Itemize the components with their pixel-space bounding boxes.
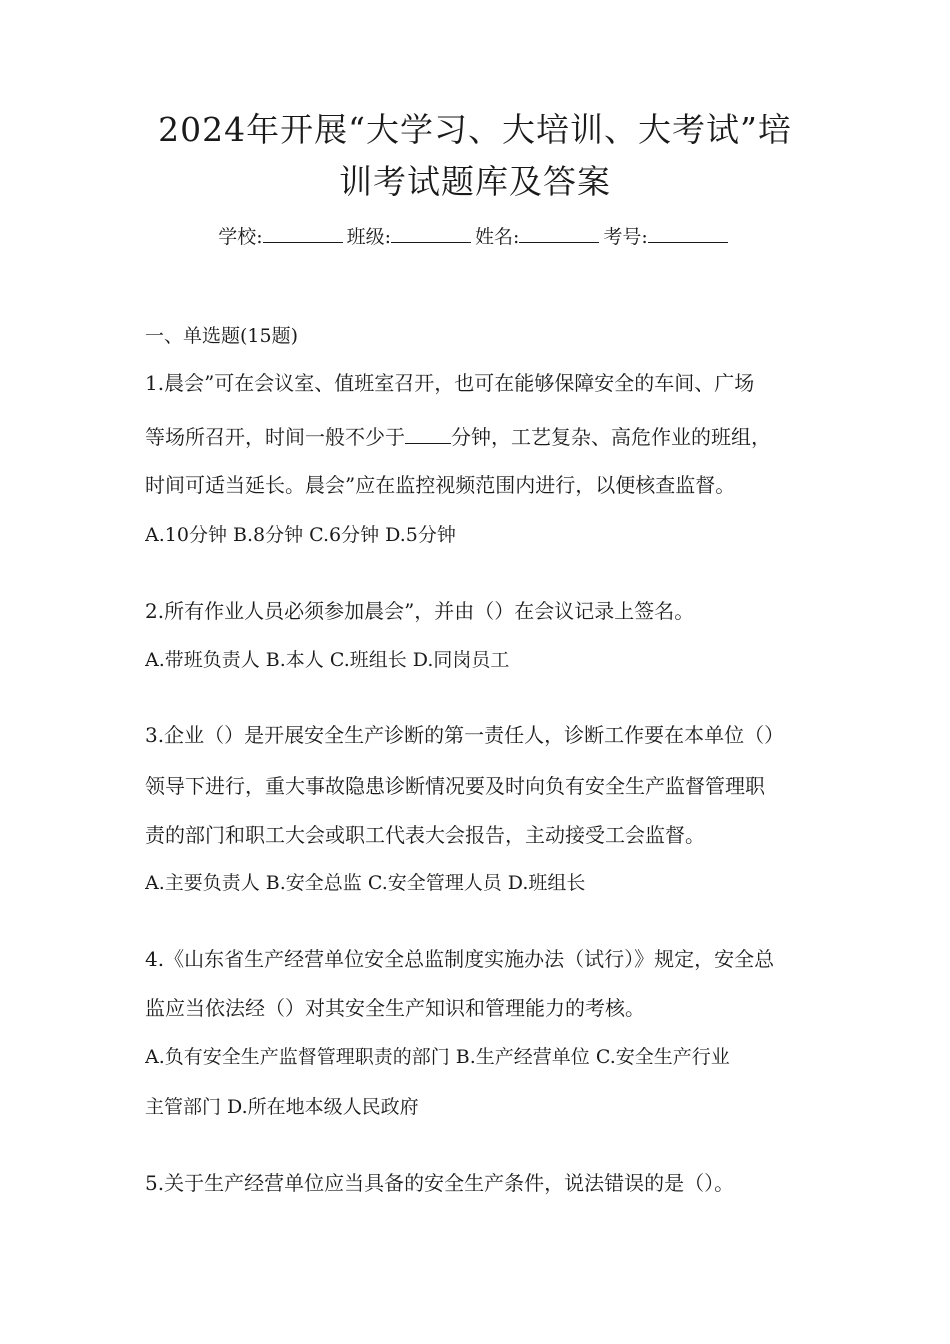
q4-options-line-1: A.负有安全生产监督管理职责的部门 B.生产经营单位 C.安全生产行业 (145, 1046, 730, 1068)
section-title: 一、单选题(15题) (145, 325, 299, 347)
class-blank[interactable] (391, 222, 471, 243)
q1-line-1: 1.晨会”可在会议室、值班室召开，也可在能够保障安全的车间、广场 (145, 371, 755, 395)
q1-line-2 (145, 422, 815, 452)
q3-line-1: 3.企业（）是开展安全生产诊断的第一责任人，诊断工作要在本单位（） (145, 723, 785, 747)
school-blank[interactable] (263, 222, 343, 243)
q4-line-2: 监应当依法经（）对其安全生产知识和管理能力的考核。 (145, 996, 645, 1020)
name-label: 姓名: (475, 226, 520, 248)
q1-line-3: 时间可适当延长。晨会”应在监控视频范围内进行，以便核查监督。 (145, 473, 736, 497)
q1-answer-blank (405, 423, 451, 444)
q3-line-3: 责的部门和职工大会或职工代表大会报告，主动接受工会监督。 (145, 823, 705, 847)
student-info-row (0, 222, 950, 251)
page-title (120, 104, 830, 208)
q5-line-1: 5.关于生产经营单位应当具备的安全生产条件，说法错误的是（）。 (145, 1171, 735, 1195)
q2-line-1: 2.所有作业人员必须参加晨会”，并由（）在会议记录上签名。 (145, 599, 695, 623)
class-label: 班级: (346, 226, 391, 248)
q1-line-2-start: 等场所召开，时间一般不少于 (145, 425, 405, 449)
number-label: 考号: (603, 226, 648, 248)
q1-line-2-end: 分钟，工艺复杂、高危作业的班组， (451, 425, 771, 449)
q2-options: A.带班负责人 B.本人 C.班组长 D.同岗员工 (145, 649, 510, 671)
name-blank[interactable] (519, 222, 599, 243)
q3-options: A.主要负责人 B.安全总监 C.安全管理人员 D.班组长 (145, 872, 586, 894)
q4-line-1: 4.《山东省生产经营单位安全总监制度实施办法（试行）》规定，安全总 (145, 947, 775, 971)
number-blank[interactable] (648, 222, 728, 243)
q1-options: A.10分钟 B.8分钟 C.6分钟 D.5分钟 (145, 524, 456, 546)
title-line-1: 2024年开展“大学习、大培训、大考试”培 (158, 110, 792, 149)
q3-line-2: 领导下进行，重大事故隐患诊断情况要及时向负有安全生产监督管理职 (145, 774, 765, 798)
q4-options-line-2: 主管部门 D.所在地本级人民政府 (145, 1096, 419, 1118)
title-line-2: 训考试题库及答案 (339, 162, 611, 201)
school-label: 学校: (218, 226, 263, 248)
